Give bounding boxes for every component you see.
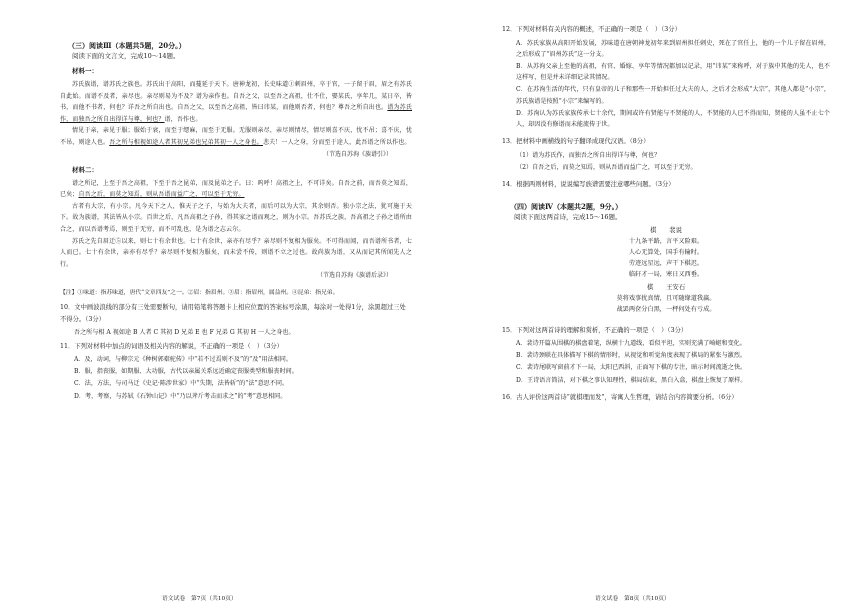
poem2-line: 莫将戏事扰真情，且可随缘道我赢。 (616, 294, 716, 302)
right-page (430, 0, 860, 608)
question-12-option-d: D．苏洵认为苏氏家族传承七十余代，期间或许有贤能与不贤能的人，不贤能的人已不得而知，贤能的人虽不止七个人，却因没有修谱而未能流传于世。 (516, 109, 830, 128)
right-page-footer: 语文试卷 第8页（共10页） (595, 596, 670, 602)
underlined-sentence: 自吾之后，而莫之知焉，则从吾谱而益广之，可以至于无穷。 (78, 191, 245, 199)
question-13-sub-2: （2）自吾之后，而莫之知焉，则从吾谱而益广之，可以至于无穷。 (516, 163, 697, 171)
question-15: 15．下列对这两首诗的理解和赏析，不正确的一项是（ ）（3分） (502, 326, 688, 334)
poem1-title: 棋 裴说 (650, 225, 682, 234)
passage-text: ⑤ (115, 237, 122, 245)
passage-paragraph (60, 236, 412, 271)
question-15-option-d: D．王诗语言简洁，对下棋之事认知理性，棋局结束，黑白入盒，棋盘上恢复了原样。 (516, 376, 747, 384)
question-15-option-c: C．裴诗尾联写窗前才下一局，太阳已西斜，正面写下棋的专注，暗示时间流逝之快。 (516, 364, 747, 372)
poem1-line: 劳迹远星远，声干下棋迟。 (628, 259, 704, 267)
poem1-line: 十九条平路，言平又险艰。 (628, 237, 704, 245)
passage-text: ① (288, 81, 295, 88)
question-11-option-d: D．考，考察，与苏轼《石钟山记》中“乃以斧斤考击而求之”的“考”意思相同。 (74, 392, 287, 400)
passage-text: 古者有大宗，有小宗。凡今天下之人，惟天子之子，与始为大夫者，而后可以为大宗，其余则否。独小宗之法，犹可施于天下。故为族谱，其法皆从小宗。百世之后，凡吾高祖之子孙，得其家之谱而观之，则为小宗。吾苏氏之族，吾高祖之子孙之谱所由合之，而以吾谱考焉，则至于无穷，而不可乱也，是为谱之志云尔。 (60, 202, 412, 233)
question-12-option-c: C．在苏洵生活的年代，只有皇帝的儿子和那些一开始担任过大夫的人，之后才会形成“大宗”，其他人都是“小宗”，苏氏族谱是按照“小宗”来编写的。 (516, 86, 830, 105)
underlined-sentence: 吾之所与相视如途人者其初兄弟也兄弟其初一人之身也。 (109, 138, 263, 146)
material2-label: 材料二： (72, 165, 98, 174)
section4-intro: 阅读下面这两首诗，完成15～16题。 (514, 212, 622, 221)
poem1-line: 人心无算处，国手有输时。 (628, 248, 704, 256)
question-10: 10．文中画波浪线的部分有三处需要断句，请用铅笔将答题卡上相应位置的答案标号涂黑，每涂对一处得1分，涂黑超过三处不得分。（3分） (60, 304, 406, 323)
passage-text: 谱，吾作也。 (164, 115, 202, 123)
passage-paragraph (60, 201, 412, 236)
passage-paragraph (60, 125, 412, 148)
question-12: 12．下列对材料有关内容的概述，不正确的一项是（ ）（3分） (502, 26, 681, 33)
question-15-option-b: B．裴诗颈联在具体描写下棋的情形时，从视觉和听觉角度表现了棋局的紧张与激烈。 (516, 352, 746, 360)
section-intro: 阅读下面的文言文，完成10～14题。 (72, 52, 180, 60)
material1-text (60, 79, 412, 149)
material2-text (60, 178, 412, 271)
passage-text: 苏氏之先自眉迁 (72, 237, 116, 245)
section4-title: （四）阅读Ⅳ（本题共2题，9分。） (510, 201, 623, 211)
question-11-option-c: C．法，方法，与司马迁《史记·陈涉世家》中“失期，法皆斩”的“法”意思不同。 (74, 380, 289, 388)
passage-text: 苏氏族谱，谱苏氏之族也。苏氏出于高阳，而蔓延于天下。唐神龙初，长史味道 (72, 81, 289, 88)
poem1-line: 临轩才一局，寒日又西垂。 (628, 270, 704, 278)
passage-text: 悲夫！一人之身，分而至于途人，此吾谱之所以作也。 (262, 138, 411, 146)
question-15-option-a: A．裴诗开篇从围棋的棋盘着笔，纵横十九道线，看似平坦，实则充满了崎岖和变化。 (516, 340, 746, 348)
passage-text: 以来，则七十有余世也。七十有余世，亲亦有尽乎？亲尽则不复相为服矣。不可得而闻，而吾谱所书者，七人而已。七十有余世，亲亦有尽乎？亲尽则不复相为服矣，而未尝不传，则谱不立之过也。故尚族为谱，又从而记其所闻先人之行。 (60, 237, 412, 268)
annotation-note: 【注】①味道：指苏味道，唐代“文章四友”之一。②眉：指眉州。③眉：指眉州，属益州。④昆弟：指兄弟。 (60, 290, 339, 297)
question-13-sub-1: （1）谱为苏氏作，而独吾之所自出得详与尊，何也？ (516, 151, 661, 159)
left-page-footer: 语文试卷 第7页（共10页） (162, 596, 237, 602)
passage-text: 谱之所记，上至于吾之高祖，下至于吾之昆弟，而及昆弟之子。曰：呜呼！高祖之上，不可详矣。自吾之前，而吾莫之知焉，已矣； (60, 179, 412, 199)
question-11-option-b: B．服，指丧服，如期服、大功服，古代以亲属关系远近确定丧服类型和服丧时间。 (74, 368, 298, 376)
question-10-sentence: 吾之所与相 A 视如途 B 人者 C 其初 D 兄弟 E 也 F 兄弟 G 其初 H 一人之身也。 (74, 329, 295, 337)
question-12-option-a: A．苏氏家族从高阳开始发展，苏味道在唐朝神龙初年来到眉州担任刺史，死在了官任上，他的一个儿子留在眉州，之后形成了“眉州苏氏”这一分支。 (516, 39, 830, 58)
passage-text: 刺眉州，卒于官，一子留于眉，眉之有苏氏自此始。而谱不及者，亲尽也。亲尽则易为不及？谱为亲作也。自吾之父，以至吾之高祖，仕不仕，娶某氏，享年几，某日卒，皆书，而他不书者，何也？详吾之所自出也。自吾之父，以至吾之高祖，皆曰讳某，而他则否者，何也？尊吾之所自出也。 (60, 81, 412, 112)
passage-paragraph (60, 79, 412, 125)
material1-label: 材料一： (72, 67, 98, 75)
passage-text: 情见于亲，亲见于服；服始于衰，而至于缌麻，而至于无服。无服则亲尽，亲尽则情尽，情尽则喜不庆，忧不吊；喜不庆，忧不吊，则途人也。 (60, 127, 412, 146)
question-13: 13．把材料中画横线的句子翻译成现代汉语。（8分） (502, 138, 650, 146)
question-12-option-b: B．从苏洵父亲上至他的高祖，有官、婚嫁、享年等情况都加以记录，用“讳某”来称呼，对于族中其他的先人，也不这样写，但是并未详细记录其情况。 (516, 62, 830, 82)
question-11-option-a: A．及，动词，与柳宗元《种树郭橐驼传》中“若不过焉则不及”的“及”用法相同。 (74, 356, 292, 364)
passage-paragraph (60, 178, 412, 201)
underlined-sentence: 谱为苏氏作，而独吾之所自出得详与尊，何也？ (60, 104, 412, 123)
question-11: 11．下列对材料中加点的词语及相关内容的解说，不正确的一项是（ ）（3分） (60, 342, 283, 350)
poem2-line: 战罢两奁分白黑，一枰何处有亏成。 (616, 305, 716, 313)
question-16: 16．古人评价这两首诗“就棋理而发”，寄寓人生哲理，请结合内容简要分析。（6分） (502, 393, 738, 401)
poem2-title: 棋 王安石 (646, 282, 686, 291)
material1-source: （节选自苏洵《族谱引》） (322, 150, 392, 158)
material2-source: （节选自苏洵《族谱后录》） (316, 272, 392, 280)
section-title: （三）阅读Ⅲ（本题共5题，20分。） (68, 41, 186, 50)
question-14: 14．根据两则材料，说说编写族谱需要注意哪些问题。（3分） (502, 181, 675, 189)
